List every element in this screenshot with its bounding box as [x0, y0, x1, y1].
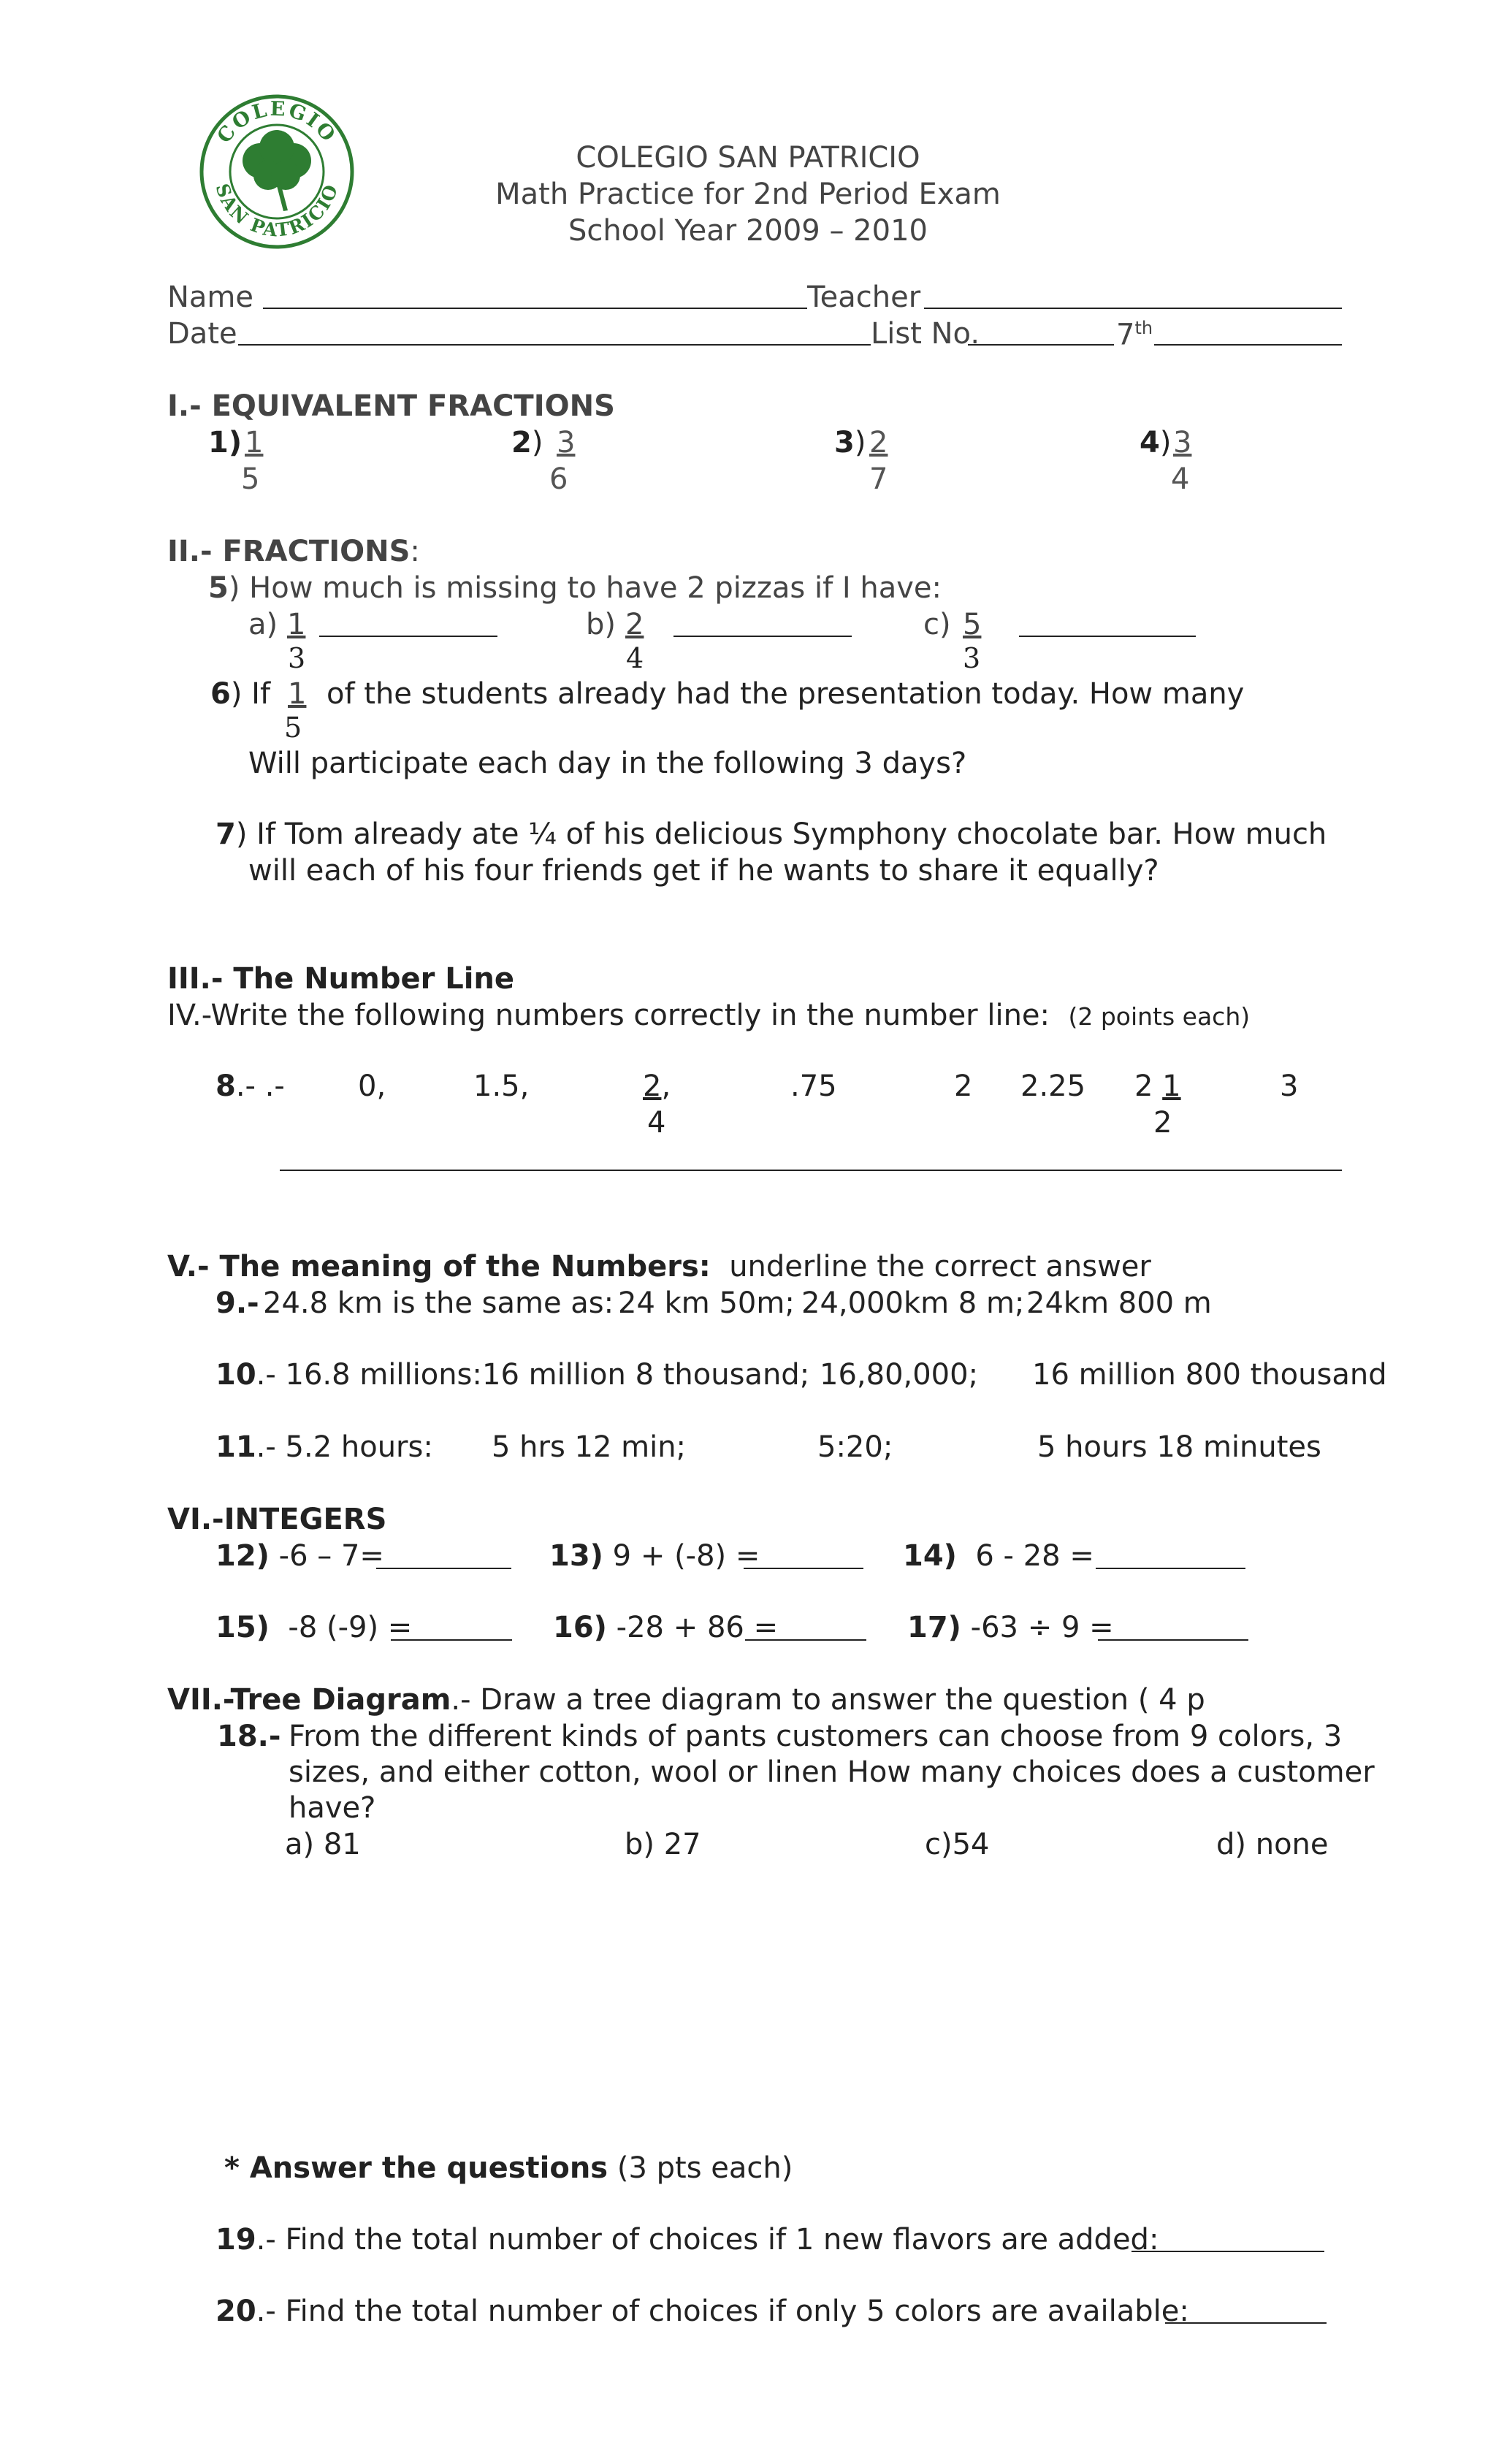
q8-fraction-numerator: 2, — [643, 1069, 671, 1103]
section-7-heading: VII.-Tree Diagram.- Draw a tree diagram to answer the question ( 4 p — [167, 1683, 1205, 1717]
q17: 17) -63 ÷ 9 = — [907, 1611, 1114, 1644]
q20-text: 20.- Find the total number of choices if only 5 colors are available: — [215, 2295, 1189, 2328]
q8-value-4: 2.25 — [1020, 1069, 1086, 1103]
q9-option-b[interactable]: 24,000km 8 m; — [801, 1286, 1025, 1320]
q2-denominator: 6 — [549, 462, 568, 496]
q8-label: 8.- .- — [215, 1069, 285, 1103]
q9-number: 9.- — [215, 1286, 259, 1320]
q2-numerator: 3 — [557, 426, 576, 459]
date-label: Date — [167, 317, 237, 351]
q5c-answer-blank[interactable] — [1019, 636, 1196, 637]
q11-option-a[interactable]: 5 hrs 12 min; — [492, 1430, 687, 1464]
q14: 14) 6 - 28 = — [903, 1539, 1094, 1573]
q7-line-1: 7) If Tom already ate ¼ of his delicious Symphony chocolate bar. How much — [215, 817, 1327, 851]
q18-option-b[interactable]: b) 27 — [625, 1828, 701, 1861]
q6-text: of the students already had the presentation today. How many — [327, 677, 1245, 711]
q20-answer-blank[interactable] — [1165, 2322, 1327, 2324]
exam-title: Math Practice for 2nd Period Exam — [495, 178, 1001, 211]
q18-line-2: sizes, and either cotton, wool or linen How many choices does a customer — [289, 1755, 1375, 1789]
q8-fraction-denominator: 4 — [647, 1106, 666, 1140]
number-line[interactable] — [280, 1170, 1342, 1171]
q13-answer-blank[interactable] — [744, 1568, 863, 1569]
section-5-heading: V.- The meaning of the Numbers: underline the correct answer — [167, 1250, 1151, 1284]
q5c-numerator: 5 — [963, 608, 982, 641]
q16: 16) -28 + 86 = — [553, 1611, 779, 1644]
grade-label: 7th — [1116, 318, 1153, 352]
q18-option-d[interactable]: d) none — [1216, 1828, 1329, 1861]
section-2-heading: II.- FRACTIONS: — [167, 535, 420, 568]
q5a-label: a) — [248, 608, 278, 641]
q5b-label: b) — [586, 608, 616, 641]
section-3-heading: III.- The Number Line — [167, 962, 515, 996]
q5b-denominator: 4 — [626, 642, 644, 674]
school-name: COLEGIO SAN PATRICIO — [576, 141, 920, 175]
section-4-instruction: IV.-Write the following numbers correctly in the number line: (2 points each) — [167, 999, 1251, 1032]
q5a-numerator: 1 — [287, 608, 306, 641]
q11-option-c[interactable]: 5 hours 18 minutes — [1037, 1430, 1321, 1464]
q8-mixed-denominator: 2 — [1153, 1106, 1172, 1140]
q10-option-b[interactable]: 16,80,000; — [820, 1358, 979, 1392]
q6-text-2: Will participate each day in the following 3 days? — [248, 747, 967, 780]
q5c-denominator: 3 — [963, 642, 981, 674]
q1-number: 1) — [208, 426, 243, 459]
logo-ring-bottom: SAN PATRICIO — [211, 180, 343, 241]
q5a-answer-blank[interactable] — [319, 636, 497, 637]
q4-denominator: 4 — [1171, 462, 1190, 496]
q19-answer-blank[interactable] — [1131, 2251, 1324, 2252]
section-6-heading: VI.-INTEGERS — [167, 1503, 387, 1536]
q18-line-1: From the different kinds of pants customers can choose from 9 colors, 3 — [289, 1720, 1343, 1753]
q10-text: 10.- 16.8 millions: — [215, 1358, 482, 1392]
answer-questions-heading: * Answer the questions (3 pts each) — [224, 2151, 793, 2185]
q14-answer-blank[interactable] — [1096, 1568, 1245, 1569]
q8-value-1: 1.5, — [473, 1069, 530, 1103]
q9-text: 24.8 km is the same as: — [263, 1286, 614, 1320]
section-1-heading: I.- EQUIVALENT FRACTIONS — [167, 389, 615, 423]
q5b-answer-blank[interactable] — [673, 636, 852, 637]
q15-answer-blank[interactable] — [391, 1639, 512, 1641]
q5a-denominator: 3 — [288, 642, 306, 674]
q17-answer-blank[interactable] — [1098, 1639, 1248, 1641]
q10-option-c[interactable]: 16 million 800 thousand — [1032, 1358, 1387, 1392]
q6-denominator: 5 — [284, 712, 302, 744]
q3-denominator: 7 — [869, 462, 888, 496]
q4-numerator: 3 — [1173, 426, 1192, 459]
teacher-blank[interactable] — [924, 308, 1342, 309]
q4-number: 4) — [1140, 426, 1172, 459]
q5b-numerator: 2 — [625, 608, 644, 641]
q9-option-a[interactable]: 24 km 50m; — [618, 1286, 795, 1320]
q8-value-2: .75 — [790, 1069, 837, 1103]
grade-blank[interactable] — [1154, 344, 1342, 346]
q1-denominator: 5 — [241, 462, 260, 496]
q5-prompt: 5) How much is missing to have 2 pizzas if I have: — [208, 571, 942, 605]
q6-numerator: 1 — [288, 677, 307, 711]
q18-option-c[interactable]: c)54 — [925, 1828, 990, 1861]
q3-numerator: 2 — [869, 426, 888, 459]
q8-mixed-number: 2 1 — [1134, 1069, 1181, 1103]
q18-option-a[interactable]: a) 81 — [285, 1828, 361, 1861]
name-blank[interactable] — [263, 308, 807, 309]
school-year: School Year 2009 – 2010 — [568, 214, 928, 248]
q12-answer-blank[interactable] — [376, 1568, 511, 1569]
q19-text: 19.- Find the total number of choices if 1 new flavors are added: — [215, 2223, 1159, 2257]
q8-value-3: 2 — [954, 1069, 973, 1103]
q18-number: 18.- — [217, 1720, 281, 1753]
name-label: Name — [167, 281, 254, 314]
q8-value-0: 0, — [358, 1069, 386, 1103]
q9-option-c[interactable]: 24km 800 m — [1026, 1286, 1212, 1320]
list-no-label: List No. — [871, 317, 980, 351]
list-no-blank[interactable] — [968, 344, 1114, 346]
date-blank[interactable] — [238, 344, 871, 346]
logo-ring-top: COLEGIO — [213, 97, 341, 148]
teacher-label: Teacher — [807, 281, 921, 314]
q16-answer-blank[interactable] — [745, 1639, 866, 1641]
q7-line-2: will each of his four friends get if he wants to share it equally? — [248, 854, 1159, 888]
q5c-label: c) — [923, 608, 951, 641]
q8-value-5: 3 — [1280, 1069, 1299, 1103]
q1-numerator: 1 — [245, 426, 264, 459]
q3-number: 3) — [834, 426, 866, 459]
q6-prompt: 6) If — [210, 677, 271, 711]
q13: 13) 9 + (-8) = — [549, 1539, 760, 1573]
q11-option-b[interactable]: 5:20; — [817, 1430, 893, 1464]
q15: 15) -8 (-9) = — [215, 1611, 413, 1644]
q18-line-3: have? — [289, 1791, 376, 1825]
q11-text: 11.- 5.2 hours: — [215, 1430, 433, 1464]
q12: 12) -6 – 7= — [215, 1539, 384, 1573]
q2-number: 2) — [511, 426, 543, 459]
q10-option-a[interactable]: 16 million 8 thousand; — [482, 1358, 810, 1392]
